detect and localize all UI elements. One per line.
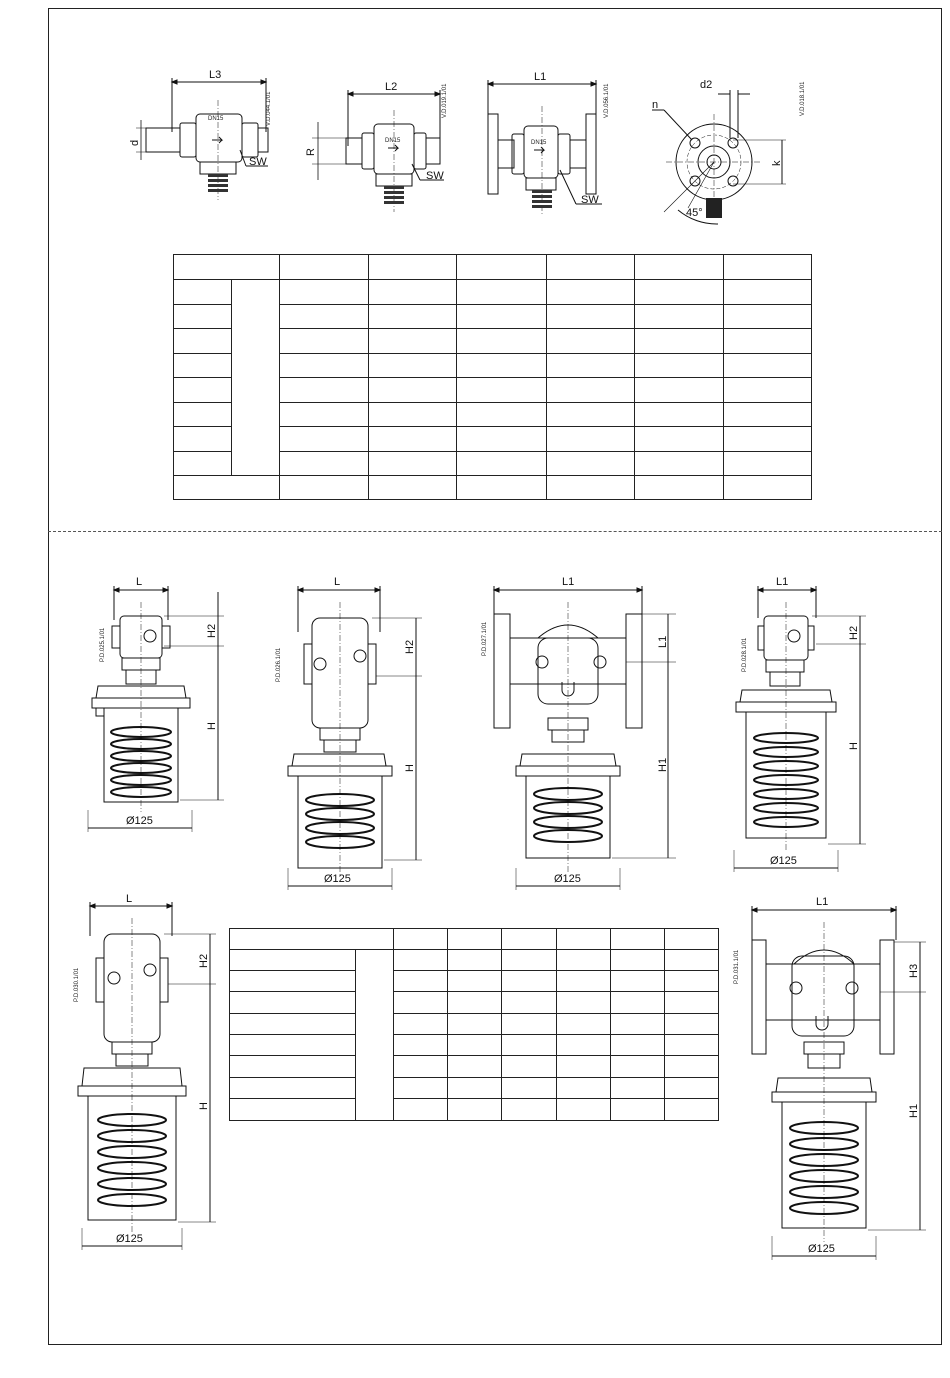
dim-l-label: L	[136, 576, 143, 588]
dim-h2-label: H2	[404, 639, 416, 654]
dim-l1-label: L1	[534, 71, 547, 83]
drawing-code: P.D.028.1/01	[742, 637, 748, 672]
dim-h2-label: H2	[206, 623, 218, 638]
dim-diameter-label: Ø125	[324, 873, 351, 885]
dim-l1-vertical-label: L1	[657, 635, 669, 648]
actuator-view-4	[732, 572, 872, 872]
drawing-code: P.D.025.1/01	[100, 627, 106, 662]
actuator-view-5	[68, 892, 228, 1252]
valve-view-l2	[300, 76, 450, 216]
dim-h1-label: H1	[657, 757, 669, 772]
flange-view	[644, 74, 814, 234]
dim-diameter-label: Ø125	[126, 815, 153, 827]
drawing-code: V.D.056.1/01	[604, 83, 610, 118]
drawing-code: P.D.031.1/01	[734, 949, 740, 984]
dim-diameter-label: Ø125	[116, 1233, 143, 1245]
dim-l-label: L	[334, 576, 341, 588]
dim-n-label: n	[652, 99, 659, 111]
dim-l3-label: L3	[209, 69, 222, 81]
actuator-view-3	[476, 572, 676, 892]
dim-diameter-label: Ø125	[808, 1243, 835, 1255]
body-mark: DN15	[531, 140, 547, 146]
actuator-view-2	[272, 572, 432, 892]
actuator-view-1	[84, 572, 234, 832]
dim-l2-label: L2	[385, 81, 398, 93]
dim-h1-label: H1	[908, 1103, 920, 1118]
dim-h-label: H	[404, 764, 416, 772]
angle-label: 45°	[686, 207, 703, 219]
body-mark: DN15	[208, 116, 224, 122]
dim-d-label: d	[129, 139, 141, 146]
drawing-code: V.D.044.1/01	[266, 91, 272, 126]
dim-r-label: R	[305, 148, 317, 156]
body-mark: DN15	[385, 138, 401, 144]
drawing-code: V.D.018.1/01	[800, 81, 806, 116]
dim-l1-label: L1	[562, 576, 575, 588]
dim-sw-label: SW	[426, 170, 444, 182]
dim-h-label: H	[206, 722, 218, 730]
dim-h2-label: H2	[198, 953, 210, 968]
dim-sw-label: SW	[249, 156, 267, 168]
dim-sw-label: SW	[581, 194, 599, 206]
dim-l1-label: L1	[776, 576, 789, 588]
dim-k-label: k	[771, 160, 783, 166]
dim-diameter-label: Ø125	[554, 873, 581, 885]
drawing-code: P.D.030.1/01	[74, 967, 80, 1002]
section-divider	[48, 531, 942, 532]
dim-d2-label: d2	[700, 79, 713, 91]
dim-h3-label: H3	[908, 963, 920, 978]
drawing-code: P.D.026.1/01	[276, 647, 282, 682]
dim-l-label: L	[126, 893, 133, 905]
dim-h-label: H	[198, 1102, 210, 1110]
dimension-table-bottom	[229, 928, 719, 1121]
drawing-code: V.D.019.1/01	[442, 83, 448, 118]
drawing-code: P.D.027.1/01	[482, 621, 488, 656]
dimension-table-top	[173, 254, 812, 500]
actuator-view-6	[726, 892, 926, 1262]
dim-diameter-label: Ø125	[770, 855, 797, 867]
valve-view-l1	[484, 66, 614, 216]
dim-h-label: H	[848, 742, 860, 750]
valve-view-l3	[128, 60, 278, 200]
dim-h2-label: H2	[848, 625, 860, 640]
dim-l1-label: L1	[816, 896, 829, 908]
